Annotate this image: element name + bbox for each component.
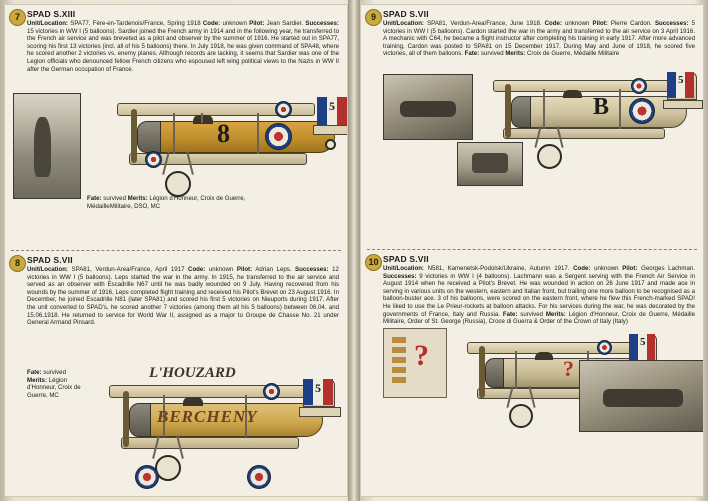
tailplane [299, 407, 341, 417]
fate-value: survived [103, 195, 126, 203]
pilot-label: Pilot: [622, 265, 638, 272]
fuselage-letter-marking: B [593, 93, 610, 120]
right-page [360, 4, 704, 497]
main-wheel [509, 404, 533, 428]
wing-roundel-upper [263, 383, 280, 400]
pilot-photo [13, 93, 81, 199]
entry-title: SPAD S.XIII [27, 9, 76, 19]
cockpit [193, 115, 213, 124]
fuselage [143, 121, 335, 153]
tail-stripe-blue [629, 334, 638, 360]
lower-wing [503, 128, 665, 139]
left-page [4, 4, 348, 497]
tail-stripe-blue [303, 379, 313, 405]
entry-7 [5, 5, 347, 250]
fate-label: Fate: [502, 310, 518, 318]
tail-stripe-red [647, 334, 655, 360]
entry-number-badge: 7 [9, 9, 26, 26]
entry-9 [361, 5, 703, 249]
pilot-value: Georges Lachman. [641, 265, 695, 272]
entry-meta [27, 266, 339, 327]
main-wheel [537, 144, 562, 169]
wing-strut-right [619, 89, 621, 129]
tail-skid-wheel [325, 139, 336, 150]
fate-value: survived [480, 50, 504, 58]
rocket-rail-icon [392, 337, 406, 385]
propeller [131, 109, 137, 163]
entry-9-illustrations [383, 58, 695, 186]
successes-value: 12 victories in WW I (5 balloons). [27, 266, 339, 281]
main-wheel [165, 171, 191, 197]
successes-label: Successes: [295, 266, 329, 273]
tailplane [663, 100, 703, 109]
code-value: unknown [565, 20, 590, 27]
unit-label: Unit/Location: [27, 266, 68, 273]
wing-strut-left [543, 89, 545, 129]
wing-roundel-lower-right [247, 465, 271, 489]
engine-cowling [511, 96, 531, 128]
code-label: Code: [188, 266, 206, 273]
unit-label: Unit/Location: [383, 265, 424, 272]
pilot-label: Pilot: [249, 20, 265, 27]
pilot-label: Pilot: [592, 20, 608, 27]
fuselage-roundel [265, 123, 292, 150]
secondary-photo [457, 142, 523, 186]
successes-value: 5 victories in WW I (5 balloons). [383, 20, 695, 35]
fate-label: Fate: [464, 50, 480, 58]
fate-label: Fate: [87, 195, 102, 203]
code-value: unknown [208, 266, 234, 273]
entry-8 [5, 251, 347, 491]
successes-label: Successes: [383, 272, 417, 280]
tail-code-number: 5 [678, 73, 684, 86]
pilot-value: Pierre Cardon. [610, 20, 652, 27]
engine-cowling [137, 121, 161, 153]
entry-10-illustrations [383, 326, 695, 436]
tail-stripe-red [337, 97, 347, 125]
entry-title: SPAD S.VII [383, 254, 429, 264]
code-label: Code: [202, 20, 221, 27]
tailplane [313, 125, 348, 135]
fuselage-number: 8 [217, 119, 230, 149]
tail-stripe-blue [667, 72, 676, 98]
wing-roundel-upper [631, 78, 647, 94]
marking-detail-panel [383, 328, 447, 398]
entry-7-fate-merits [87, 195, 287, 210]
pilot-label: Pilot: [236, 266, 253, 273]
wing-roundel-lower-left [135, 465, 159, 489]
fate-label: Fate: [27, 369, 42, 376]
merits-value: Croix de Guerre, Médaille Militaire [527, 50, 620, 58]
tail-stripe-red [323, 379, 333, 405]
wing-roundel-lower [145, 151, 162, 168]
wing-strut-left [173, 113, 175, 154]
merits-label: Merits: [27, 376, 47, 384]
merits-label: Merits: [505, 50, 526, 58]
merits-label: Merits: [127, 195, 148, 203]
unit-value: SPA81, Verdun-Area/France, June 1918. [427, 20, 542, 27]
engine-cowling [485, 358, 504, 388]
code-value: unknown [222, 20, 247, 27]
aircraft-photo [383, 74, 473, 140]
aircraft-profile-spad-xiii [89, 75, 348, 195]
wing-roundel-upper [597, 340, 612, 355]
entry-meta [27, 20, 339, 73]
entry-body: Lachmann was a Sergent serving with the French Air Service in August 1914 when he received a Pilot's Brevet. He was wounded in action on 26 June 1917 and made ace in serving in various units on the western, eastern and Italian front, but trailing one more balloon to be recognised as a balloon-buster ace. 3 of his balloons, were scored on the eastern front, where he flew this French-marked SPAD! He liked to use the Le Prieur-rockets at balloon attacks. For his services during the war, he was decorated by the governments of France, Italy and Russia. [383, 272, 695, 318]
cockpit [563, 90, 582, 98]
lower-wing [121, 437, 299, 449]
code-label: Code: [573, 265, 591, 272]
entry-number-badge: 10 [365, 254, 382, 271]
pilot-value: Adrian Leps. [255, 266, 292, 273]
tail-stripe-red [685, 72, 694, 98]
engine-cowling [129, 403, 151, 437]
entry-title: SPAD S.VII [27, 255, 73, 265]
tail-code-number: 5 [329, 99, 335, 114]
tail-code-number: 5 [640, 335, 646, 348]
entry-title: SPAD S.VII [383, 9, 429, 19]
pilot-value: Jean Sardier. [266, 20, 304, 27]
unit-label: Unit/Location: [27, 20, 68, 27]
merits-value: Légion d'Honneur, Croix de Guerre, Médaille Militaire, Order of St. George (Russia), Croce di Guerra & Order of the Crown of Italy (Italy) [383, 310, 695, 326]
unit-label: Unit/Location: [383, 20, 424, 27]
merits-label: Merits: [545, 310, 566, 318]
fuselage-roundel [629, 98, 655, 124]
tail-code-number: 5 [315, 381, 321, 395]
unit-value: SPA81, Verdun-Area/France, April 1917 [71, 266, 185, 273]
tail-stripe-blue [317, 97, 327, 125]
entry-number-badge: 8 [9, 255, 26, 272]
code-label: Code: [544, 20, 562, 27]
fate-value: survived [520, 310, 543, 318]
entry-number-badge: 9 [365, 9, 382, 26]
entry-10 [361, 250, 703, 492]
fuselage-question-mark: ? [563, 355, 574, 381]
wing-strut-right [257, 113, 259, 154]
propeller [479, 346, 485, 398]
ground-photo [579, 360, 704, 432]
entry-meta [383, 20, 695, 58]
page-gutter [348, 0, 360, 501]
merits-value: Légion d'Honneur, Croix de Guerre, MédailleMilitaire, DSO, MC [87, 195, 246, 210]
nose-art-name-line1: L'HOUZARD [149, 365, 236, 381]
cockpit [535, 352, 553, 360]
unit-value: SPA77, Fère-en-Tardenois/France, Spring 1918 [70, 20, 201, 27]
code-value: unknown [594, 265, 619, 272]
entry-body: Sardier joined the French army in 1914 and in the following year, he transferred to the French air service and was breveted as a pilot and observer by the summer of 1916. He started out in SPA77, scoring his first 13 victories (incl. all of his 5 balloons) there. In July 1918, he was given command of SPA48, where he scored another 2 victories vs. enemy planes. Although records are lacking, it seems that Sardier was one of the Legion officials who denounced fellow French citizens who espoused left wing political views to the Nazis in WW II after the German occupation of France. [27, 27, 339, 73]
merits-value: Légion d'Honneur, Croix de Guerre, MC [27, 376, 81, 399]
entry-body: Cardon started the war in the army and transferred to the air service on 3 April 1916. A mechanic with C64, he became a flight instructor after completing his training in early 1917. After more advanced training, Cardon was posted to SPA81 on 15 December 1917. During May and June of 1918, he scored five victories, all of them balloons. [383, 27, 696, 58]
fate-value: survived [43, 369, 66, 376]
cockpit [183, 397, 203, 406]
nose-art-name-line2: BERCHENY [157, 407, 258, 426]
wing-strut-left [515, 351, 517, 389]
entry-meta [383, 265, 695, 326]
entry-body: Leps started the war in the army. In 1915, he transferred to the air service and served as an observer with Escadrille N67 until he was badly wounded on 9 July. Having recovered from his wounds by the summer of 1916, Leps completed flight training and received his Pilot's Brevet on 23 August 1916. In December, he joined Escadrille N81 (later SPA81) and scored his first 5 victories on Nieuports during 1917. After the unit converted to SPAD's, he scored another 7 victories (among them all his 5 balloons) between 06.04. and 15.06.1918. He returned to service for World War II, assigned as a major to Groupe de Chasse No. 21 under General Armand Pinsard. [27, 273, 339, 327]
question-mark-marking: ? [414, 338, 429, 372]
propeller [505, 84, 511, 138]
successes-label: Successes: [305, 20, 339, 27]
successes-label: Successes: [654, 20, 689, 27]
propeller [123, 391, 129, 447]
cabane-strut [201, 113, 203, 123]
unit-value: N581, Kamenetsk-Podolsk/Ukraine, Autumn 1917. [427, 265, 570, 272]
successes-value: 15 victories in WW I (5 balloons). [27, 27, 117, 35]
entry-7-illustrations [27, 73, 339, 218]
aircraft-profile-spad-vii-houzard [87, 363, 339, 483]
successes-value: 9 victories in WW I (4 balloons). [419, 272, 512, 280]
entry-8-fate-merits [27, 369, 87, 399]
